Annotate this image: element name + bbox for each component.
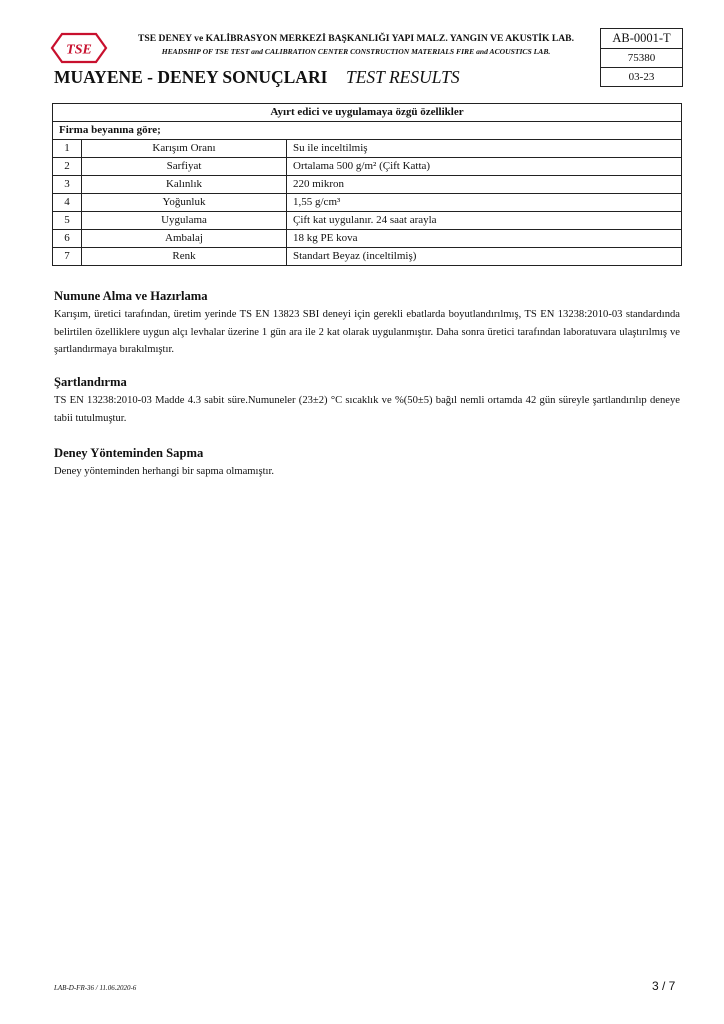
table-row bbox=[53, 230, 682, 248]
page-title: MUAYENE - DENEY SONUÇLARI bbox=[54, 67, 328, 87]
deviation-heading: Deney Yönteminden Sapma bbox=[54, 446, 204, 460]
sampling-heading: Numune Alma ve Hazırlama bbox=[54, 289, 208, 303]
table-row bbox=[53, 158, 682, 176]
table-row bbox=[53, 140, 682, 158]
page-title-en: TEST RESULTS bbox=[346, 67, 460, 87]
row-number: 6 bbox=[53, 230, 82, 248]
doc-code: AB-0001-T bbox=[612, 31, 671, 45]
sampling-text: Karışım, üretici tarafından, üretim yerinde TS EN 13823 SBI deneyi için gerekli ebatlarda boyutlandırılmış, TS EN 13238:2010-03 standardında belirtilen özelliklere uygun alçı levhalar üzerine 1 gün ara ile 2 kat olarak uygulanmıştır. Daha sonra üretici tarafından laboratuvara ulaştırılmış ve şartlandırmaya bırakılmıştır. bbox=[54, 309, 680, 355]
row-number: 4 bbox=[53, 194, 82, 212]
conditioning-heading: Şartlandırma bbox=[54, 375, 127, 389]
table-caption: Ayırt edici ve uygulamaya özgü özellikler bbox=[53, 104, 682, 122]
table-row bbox=[53, 176, 682, 194]
properties-table bbox=[52, 103, 682, 266]
property-name: Yoğunluk bbox=[82, 194, 287, 212]
page-number: 3 / 7 bbox=[652, 979, 676, 993]
table-row bbox=[53, 248, 682, 266]
row-number: 5 bbox=[53, 212, 82, 230]
property-value: Su ile inceltilmiş bbox=[287, 140, 682, 158]
date-code: 03-23 bbox=[601, 67, 682, 86]
property-value: Ortalama 500 g/m² (Çift Katta) bbox=[287, 158, 682, 176]
property-name: Sarfiyat bbox=[82, 158, 287, 176]
property-value: Standart Beyaz (inceltilmiş) bbox=[287, 248, 682, 266]
table-group-label: Firma beyanına göre; bbox=[53, 122, 682, 140]
lab-name-tr: TSE DENEY ve KALİBRASYON MERKEZİ BAŞKANLIĞI YAPI MALZ. YANGIN VE AKUSTİK LAB. bbox=[138, 33, 574, 44]
conditioning-text: TS EN 13238:2010-03 Madde 4.3 sabit süre.Numuneler (23±2) °C sıcaklık ve %(50±5) bağıl nemli ortamda 42 gün süreyle şartlandırılıp deneye tabii tutulmuştur. bbox=[54, 395, 680, 424]
lab-name-en: HEADSHIP OF TSE TEST and CALIBRATION CENTER CONSTRUCTION MATERIALS FIRE and ACOUSTICS LAB. bbox=[161, 47, 551, 56]
row-number: 2 bbox=[53, 158, 82, 176]
property-name: Renk bbox=[82, 248, 287, 266]
property-name: Kalınlık bbox=[82, 176, 287, 194]
row-number: 1 bbox=[53, 140, 82, 158]
table-row bbox=[53, 212, 682, 230]
tse-logo bbox=[50, 32, 108, 64]
property-value: Çift kat uygulanır. 24 saat arayla bbox=[287, 212, 682, 230]
property-value: 220 mikron bbox=[287, 176, 682, 194]
row-number: 3 bbox=[53, 176, 82, 194]
logo-text: TSE bbox=[66, 42, 92, 58]
property-value: 18 kg PE kova bbox=[287, 230, 682, 248]
property-name: Ambalaj bbox=[82, 230, 287, 248]
document-id-box bbox=[600, 28, 683, 87]
property-name: Karışım Oranı bbox=[82, 140, 287, 158]
property-value: 1,55 g/cm³ bbox=[287, 194, 682, 212]
table-row bbox=[53, 194, 682, 212]
report-number: 75380 bbox=[601, 48, 682, 67]
deviation-text: Deney yönteminden herhangi bir sapma olmamıştır. bbox=[54, 466, 275, 477]
form-code: LAB-D-FR-36 / 11.06.2020-6 bbox=[54, 984, 137, 992]
row-number: 7 bbox=[53, 248, 82, 266]
property-name: Uygulama bbox=[82, 212, 287, 230]
